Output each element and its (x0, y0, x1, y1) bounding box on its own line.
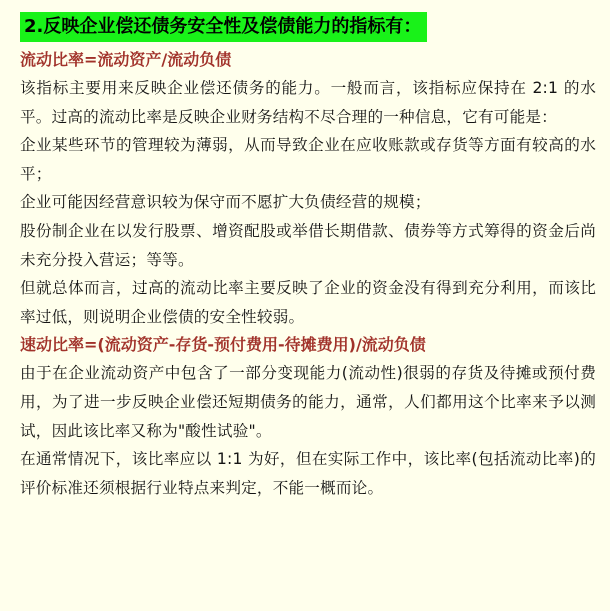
section-title: 2.反映企业偿还债务安全性及偿债能力的指标有： (20, 12, 427, 42)
quick-ratio-paragraph-2: 在通常情况下，该比率应以 1:1 为好，但在实际工作中，该比率(包括流动比率)的评价标准还须根据行业特点来判定，不能一概而论。 (20, 450, 596, 497)
current-ratio-formula: 流动比率=流动资产/流动负债 (20, 50, 232, 69)
current-ratio-paragraph-5: 但就总体而言，过高的流动比率主要反映了企业的资金没有得到充分利用，而该比率过低，则说明企业偿债的安全性较弱。 (20, 279, 596, 326)
quick-ratio-paragraph-1: 由于在企业流动资产中包含了一部分变现能力(流动性)很弱的存货及待摊或预付费用，为了进一步反映企业偿还短期债务的能力，通常，人们都用这个比率来予以测试，因此该比率又称为"酸性试验"。 (20, 364, 596, 440)
current-ratio-paragraph-4: 股份制企业在以发行股票、增资配股或举借长期借款、债券等方式筹得的资金后尚未充分投入营运；等等。 (20, 221, 596, 269)
current-ratio-paragraph-3: 企业可能因经营意识较为保守而不愿扩大负债经营的规模； (20, 193, 431, 212)
quick-ratio-formula: 速动比率=(流动资产-存货-预付费用-待摊费用)/流动负债 (20, 335, 426, 355)
current-ratio-paragraph-2: 企业某些环节的管理较为薄弱，从而导致企业在应收账款或存货等方面有较高的水平； (20, 136, 596, 183)
current-ratio-paragraph-1: 该指标主要用来反映企业偿还债务的能力。一般而言，该指标应保持在 2:1 的水平。过高的流动比率是反映企业财务结构不尽合理的一种信息，它有可能是： (20, 79, 596, 126)
